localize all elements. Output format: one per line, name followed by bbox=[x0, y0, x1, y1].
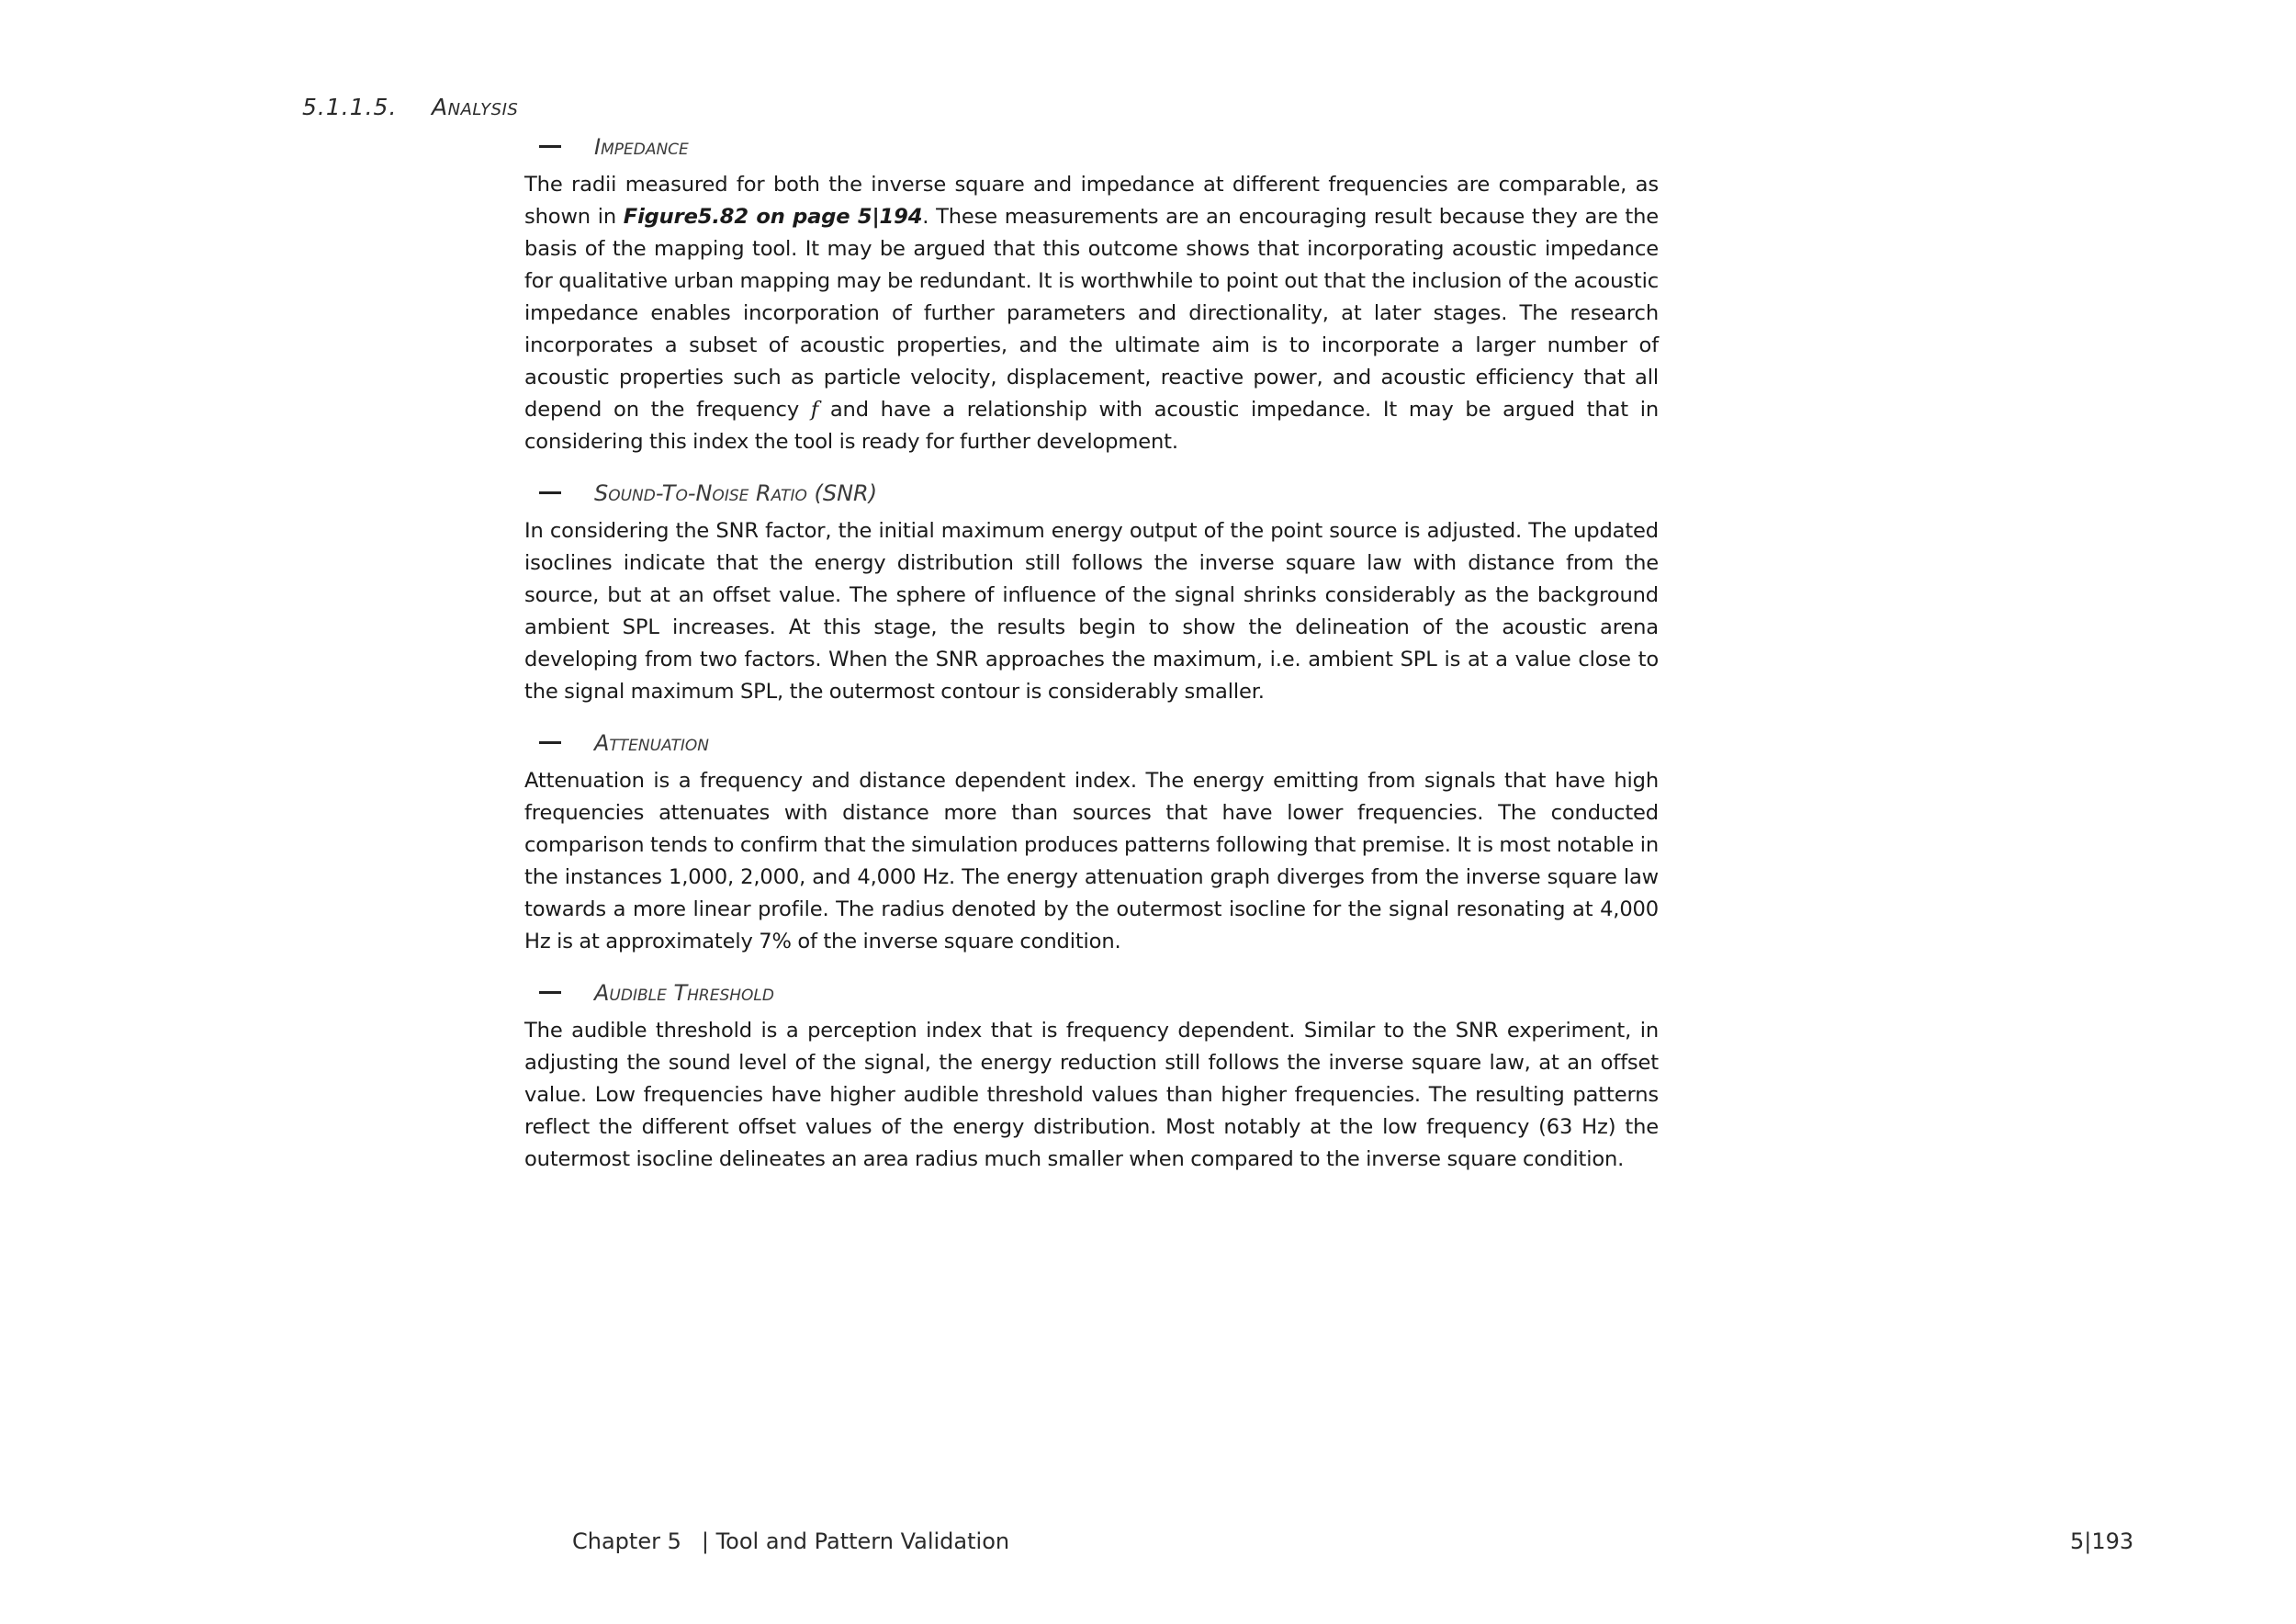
paragraph-attenuation: Attenuation is a frequency and distance dependent index. The energy emitting from signals that have high frequencies attenuates with distance more than sources that have lower frequencies. The conducted comparison tends to confirm that the simulation produces patterns following that premise. It is most notable in the instances 1,000, 2,000, and 4,000 Hz. The energy attenuation graph diverges from the inverse square law towards a more linear profile. The radius denoted by the outermost isocline for the signal resonating at 4,000 Hz is at approximately 7% of the inverse square condition. bbox=[524, 769, 1659, 953]
subheading-label: Attenuation bbox=[594, 730, 709, 756]
subheading-snr bbox=[539, 475, 1659, 512]
paragraph-text: . These measurements are an encouraging result because they are the basis of the mapping tool. It may be argued that this outcome shows that incorporating acoustic impedance for qualitative urban mapping may be redundant. It is worthwhile to point out that the inclusion of the acoustic impedance enables incorporation of further parameters and directionality, at later stages. The research incorporates a subset of acoustic properties, and the ultimate aim is to incorporate a larger number of acoustic properties such as particle velocity, displacement, reactive power, and acoustic efficiency that all depend on the frequency bbox=[524, 205, 1659, 422]
footer-chapter-number: Chapter 5 bbox=[572, 1528, 681, 1554]
footer-chapter-title: | Tool and Pattern Validation bbox=[701, 1528, 1010, 1554]
section-title: Analysis bbox=[432, 94, 519, 120]
em-dash-marker bbox=[539, 491, 561, 494]
section-heading bbox=[302, 94, 518, 120]
em-dash-marker bbox=[539, 741, 561, 744]
frequency-symbol: f bbox=[810, 398, 819, 422]
figure-cross-reference[interactable]: Figure5.82 on page 5|194 bbox=[623, 205, 923, 229]
page-number: 5|193 bbox=[2070, 1528, 2134, 1554]
paragraph-text: and have a relationship with acoustic impedance. It may be argued that in considering this index the tool is ready for further development. bbox=[524, 398, 1659, 454]
subheading-label: Impedance bbox=[594, 134, 689, 160]
subheading-attenuation bbox=[539, 725, 1659, 761]
paragraph-text: The radii measured for both the inverse square and impedance at different frequencies are comparable, as shown in bbox=[524, 173, 1659, 229]
subheading-label: Audible Threshold bbox=[594, 980, 774, 1006]
paragraph-snr: In considering the SNR factor, the initial maximum energy output of the point source is adjusted. The updated isoclines indicate that the energy distribution still follows the inverse square law with distance from the source, but at an offset value. The sphere of influence of the signal shrinks considerably as the background ambient SPL increases. At this stage, the results begin to show the delineation of the acoustic arena developing from two factors. When the SNR approaches the maximum, i.e. ambient SPL is at a value close to the signal maximum SPL, the outermost contour is considerably smaller. bbox=[524, 519, 1659, 704]
subheading-label: Sound-To-Noise Ratio (SNR) bbox=[594, 480, 878, 506]
paragraph-audible-threshold: The audible threshold is a perception index that is frequency dependent. Similar to the SNR experiment, in adjusting the sound level of the signal, the energy reduction still follows the inverse square law, at an offset value. Low frequencies have higher audible threshold values than higher frequencies. The resulting patterns reflect the different offset values of the energy distribution. Most notably at the low frequency (63 Hz) the outermost isocline delineates an area radius much smaller when compared to the inverse square condition. bbox=[524, 1019, 1659, 1171]
subheading-impedance bbox=[539, 129, 1659, 165]
section-body bbox=[524, 129, 1659, 1176]
em-dash-marker bbox=[539, 145, 561, 148]
paragraph-impedance bbox=[524, 169, 1659, 458]
footer-chapter bbox=[572, 1528, 1009, 1554]
subheading-audible-threshold bbox=[539, 975, 1659, 1011]
em-dash-marker bbox=[539, 991, 561, 994]
section-number: 5.1.1.5. bbox=[302, 94, 398, 120]
